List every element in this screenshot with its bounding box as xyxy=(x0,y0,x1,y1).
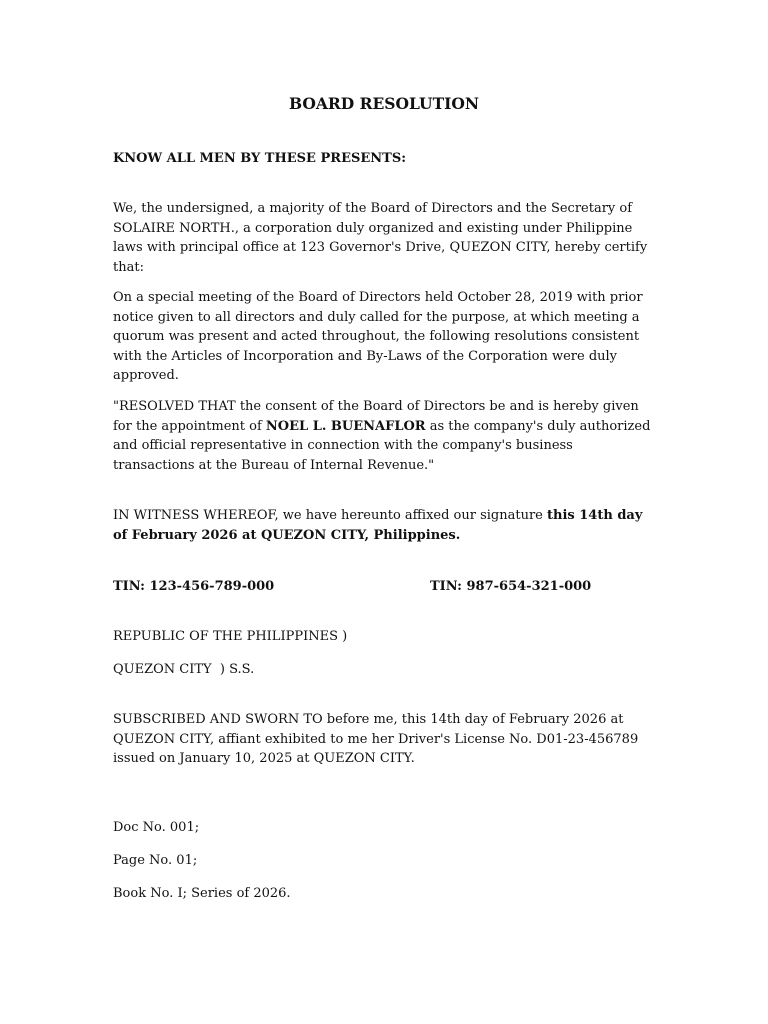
certification-paragraph: We, the undersigned, a majority of the Board of Directors and the Secretary of SOLAIRE NORTH., a corporation duly organized and existing under Philippine laws with principal office at 123 Governor's Drive, QUEZON CITY, hereby certify that: xyxy=(113,201,648,275)
tin-left: TIN: 123-456-789-000 xyxy=(113,579,275,594)
witness-paragraph xyxy=(113,506,658,545)
witness-text: IN WITNESS WHEREOF, we have hereunto affixed our signature xyxy=(113,508,548,523)
meeting-paragraph: On a special meeting of the Board of Directors held October 28, 2019 with prior notice given to all directors and duly called for the purpose, at which meeting a quorum was present and acted throughout, the following resolutions consistent with the Articles of Incorporation and By-Laws of the Corporation were duly approved. xyxy=(113,290,643,383)
jurat-paragraph: SUBSCRIBED AND SWORN TO before me, this 14th day of February 2026 at QUEZON CITY, affiant exhibited to me her Driver's License No. D01-23-456789 issued on January 10, 2025 at QUEZON CITY. xyxy=(113,712,639,766)
resolution-text-start: "RESOLVED THAT the consent of the Board of Directors be and is hereby given for the appointment of xyxy=(113,399,639,434)
book-number: Book No. I; Series of 2026. xyxy=(113,886,291,901)
salutation: KNOW ALL MEN BY THESE PRESENTS: xyxy=(113,151,407,166)
document-title: BOARD RESOLUTION xyxy=(288,94,480,113)
page-number: Page No. 01; xyxy=(113,853,198,868)
tin-right: TIN: 987-654-321-000 xyxy=(430,579,592,594)
doc-number: Doc No. 001; xyxy=(113,820,200,835)
venue-city: QUEZON CITY ) S.S. xyxy=(113,662,255,677)
witness-date: this 14th day of February 2026 at QUEZON CITY, Philippines. xyxy=(113,508,643,543)
resolution-text-end: as the company's duly authorized and official representative in connection with the company's business transactions at the Bureau of Internal Revenue." xyxy=(113,418,651,473)
appointee-name: NOEL L. BUENAFLOR xyxy=(265,418,426,434)
resolution-paragraph xyxy=(113,397,658,475)
venue-republic: REPUBLIC OF THE PHILIPPINES ) xyxy=(113,629,348,644)
